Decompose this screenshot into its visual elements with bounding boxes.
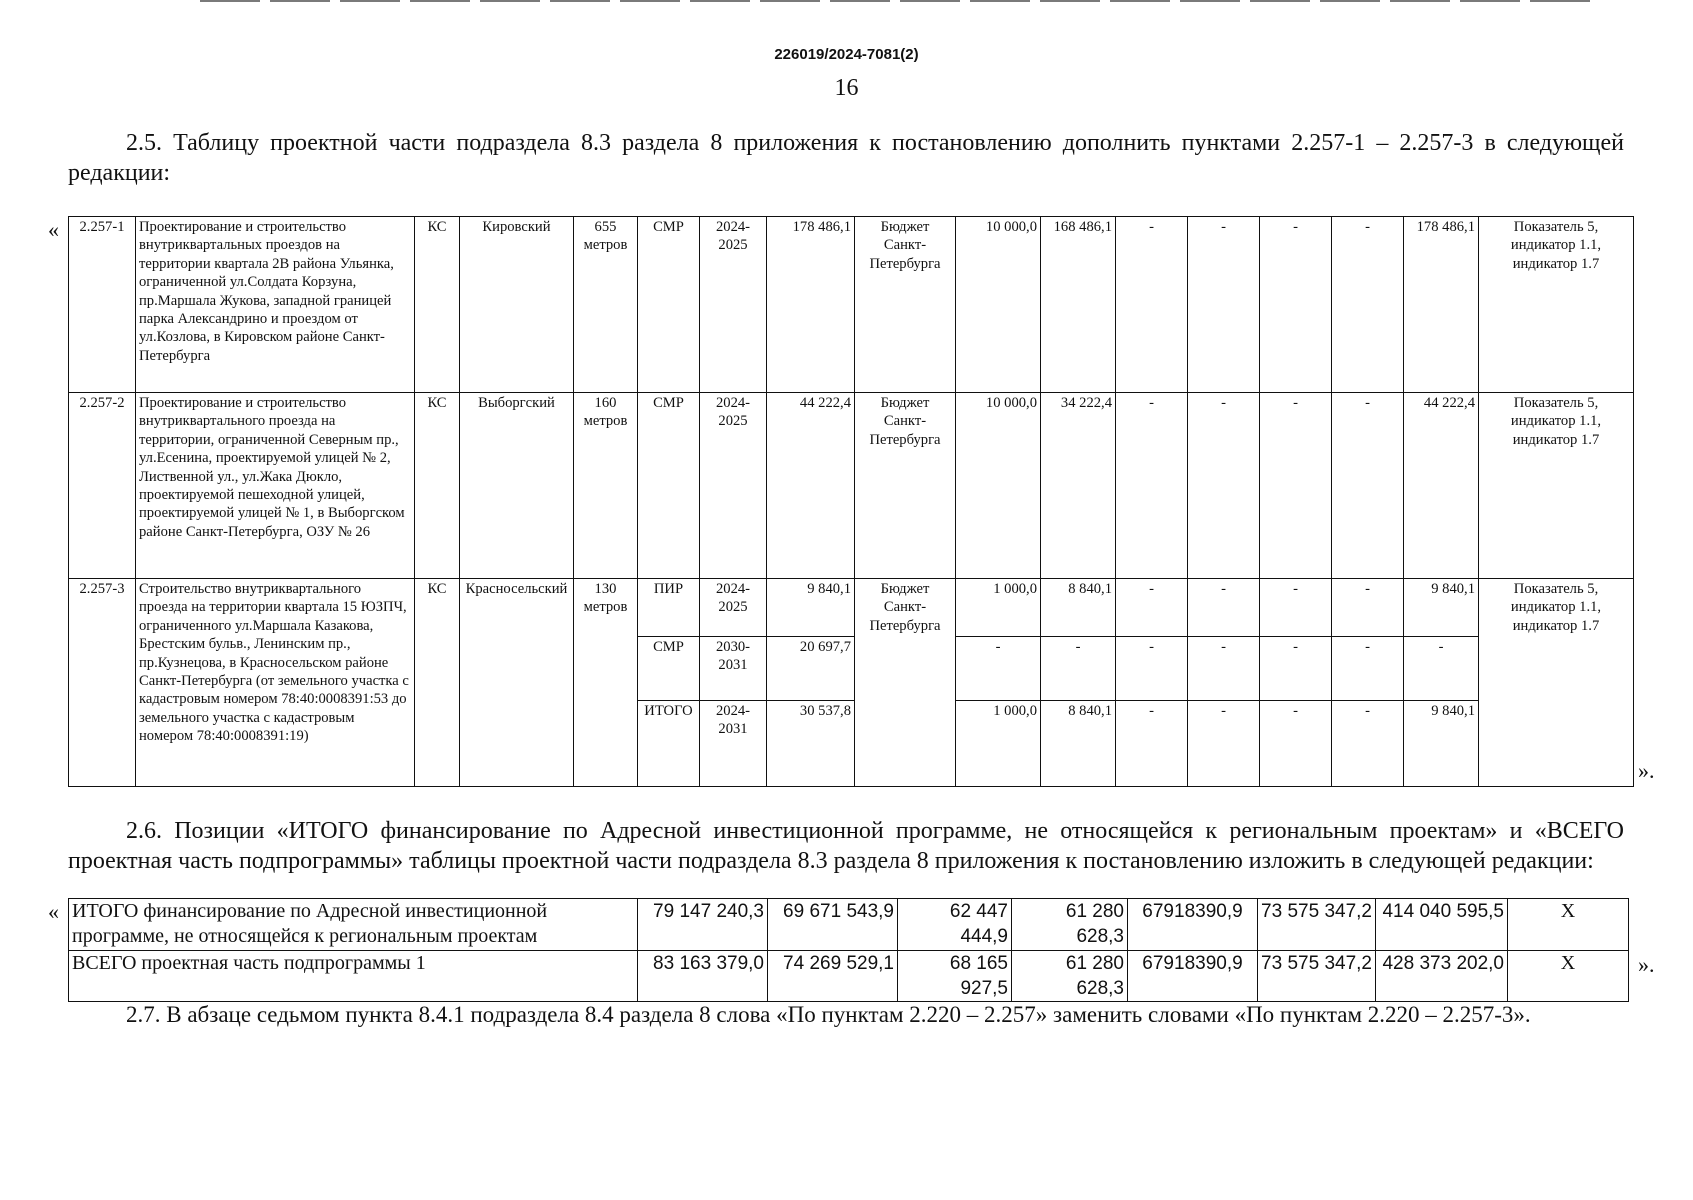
value-6: 73 575 347,2 xyxy=(1258,899,1376,951)
year-4-value: - xyxy=(1188,579,1260,637)
funding-source: Бюджет Санкт-Петербурга xyxy=(855,393,956,579)
year-4-value: - xyxy=(1188,701,1260,787)
year-3-value: - xyxy=(1116,393,1188,579)
work-type: СМР xyxy=(638,217,700,393)
totals-row-itogo xyxy=(69,899,1629,951)
totals-label: ВСЕГО проектная часть подпрограммы 1 xyxy=(69,951,638,1002)
year-5-value: - xyxy=(1260,701,1332,787)
district: Кировский xyxy=(460,217,574,393)
total-value: 178 486,1 xyxy=(1404,217,1479,393)
value-1: 79 147 240,3 xyxy=(638,899,768,951)
indicator: Показатель 5, индикатор 1.1, индикатор 1.7 xyxy=(1479,579,1634,787)
year-2-value: 168 486,1 xyxy=(1041,217,1116,393)
table-row-2-257-3 xyxy=(69,579,1634,637)
year-1-value: 1 000,0 xyxy=(956,579,1041,637)
year-1-value: 10 000,0 xyxy=(956,217,1041,393)
year-5-value: - xyxy=(1260,579,1332,637)
total-value: - xyxy=(1404,637,1479,701)
top-scan-line xyxy=(200,0,1600,2)
years: 2024-2025 xyxy=(700,579,767,637)
year-1-value: - xyxy=(956,637,1041,701)
value-3: 68 165 927,5 xyxy=(898,951,1012,1002)
year-5-value: - xyxy=(1260,217,1332,393)
year-1-value: 1 000,0 xyxy=(956,701,1041,787)
year-2-value: 8 840,1 xyxy=(1041,701,1116,787)
paragraph-2-6 xyxy=(68,816,1624,876)
capacity: 130 метров xyxy=(574,579,638,787)
year-3-value: - xyxy=(1116,217,1188,393)
close-quote-table2: ». xyxy=(1638,952,1655,977)
year-6-value: - xyxy=(1332,637,1404,701)
mark-x: Х xyxy=(1508,899,1629,951)
district: Красносельский xyxy=(460,579,574,787)
year-5-value: - xyxy=(1260,637,1332,701)
document-number: 226019/2024-7081(2) xyxy=(774,46,919,63)
year-4-value: - xyxy=(1188,217,1260,393)
capacity: 160 метров xyxy=(574,393,638,579)
year-6-value: - xyxy=(1332,579,1404,637)
year-5-value: - xyxy=(1260,393,1332,579)
row-number: 2.257-2 xyxy=(69,393,136,579)
open-quote-table1: « xyxy=(48,217,59,242)
totals-label: ИТОГО финансирование по Адресной инвестиционной программе, не относящейся к региональным проектам xyxy=(69,899,638,951)
work-type: СМР xyxy=(638,637,700,701)
year-2-value: - xyxy=(1041,637,1116,701)
funding-source: Бюджет Санкт-Петербурга xyxy=(855,217,956,393)
years: 2024-2031 xyxy=(700,701,767,787)
project-type: КС xyxy=(415,393,460,579)
year-3-value: - xyxy=(1116,637,1188,701)
page-number: 16 xyxy=(834,75,859,101)
value-5: 67918390,9 xyxy=(1128,899,1258,951)
value-7: 428 373 202,0 xyxy=(1376,951,1508,1002)
year-4-value: - xyxy=(1188,393,1260,579)
close-quote-table1: ». xyxy=(1638,758,1655,783)
total-value: 9 840,1 xyxy=(1404,579,1479,637)
paragraph-2-7-text: 2.7. В абзаце седьмом пункта 8.4.1 подраздела 8.4 раздела 8 слова «По пунктам 2.220 – 2.257» заменить словами «По пунктам 2.220 – 2.257-3». xyxy=(126,1002,1531,1027)
work-type: СМР xyxy=(638,393,700,579)
project-table xyxy=(68,216,1634,787)
value-2: 74 269 529,1 xyxy=(768,951,898,1002)
value-5: 67918390,9 xyxy=(1128,951,1258,1002)
year-6-value: - xyxy=(1332,701,1404,787)
capacity: 655 метров xyxy=(574,217,638,393)
value-6: 73 575 347,2 xyxy=(1258,951,1376,1002)
indicator: Показатель 5, индикатор 1.1, индикатор 1.7 xyxy=(1479,393,1634,579)
cost: 9 840,1 xyxy=(767,579,855,637)
years: 2030-2031 xyxy=(700,637,767,701)
value-4: 61 280 628,3 xyxy=(1012,899,1128,951)
value-1: 83 163 379,0 xyxy=(638,951,768,1002)
open-quote-table2: « xyxy=(48,899,59,924)
year-6-value: - xyxy=(1332,217,1404,393)
year-2-value: 8 840,1 xyxy=(1041,579,1116,637)
row-number: 2.257-3 xyxy=(69,579,136,787)
year-6-value: - xyxy=(1332,393,1404,579)
total-value: 44 222,4 xyxy=(1404,393,1479,579)
years: 2024-2025 xyxy=(700,217,767,393)
table-row-2-257-1 xyxy=(69,217,1634,393)
total-value: 9 840,1 xyxy=(1404,701,1479,787)
project-name: Проектирование и строительство внутриквартального проезда на территории, ограниченной Северным пр., ул.Есенина, проектируемой улицей № 2, Лиственной ул., ул.Жака Дюкло, проектируемой пешеходной улицей, проектируемой улицей № 1, в Выборгском районе Санкт-Петербурга, ОЗУ № 26 xyxy=(136,393,415,579)
project-type: КС xyxy=(415,579,460,787)
year-3-value: - xyxy=(1116,579,1188,637)
project-name: Проектирование и строительство внутриквартальных проездов на территории квартала 2В района Ульянка, ограниченной ул.Солдата Корзуна, пр.Маршала Жукова, западной границей парка Александрино и проездом от ул.Козлова, в Кировском районе Санкт-Петербурга xyxy=(136,217,415,393)
indicator: Показатель 5, индикатор 1.1, индикатор 1.7 xyxy=(1479,217,1634,393)
project-type: КС xyxy=(415,217,460,393)
project-name: Строительство внутриквартального проезда на территории квартала 15 ЮЗПЧ, ограниченного ул.Маршала Казакова, Брестским бульв., Ленинским пр., пр.Кузнецова, в Красносельском районе Санкт-Петербурга (от земельного участка с кадастровым номером 78:40:0008391:53 до земельного участка с кадастровым номером 78:40:0008391:19) xyxy=(136,579,415,787)
district: Выборгский xyxy=(460,393,574,579)
year-4-value: - xyxy=(1188,637,1260,701)
funding-source: Бюджет Санкт-Петербурга xyxy=(855,579,956,787)
value-4: 61 280 628,3 xyxy=(1012,951,1128,1002)
totals-row-vsego xyxy=(69,951,1629,1002)
years: 2024-2025 xyxy=(700,393,767,579)
table-row-2-257-2 xyxy=(69,393,1634,579)
value-3: 62 447 444,9 xyxy=(898,899,1012,951)
cost: 30 537,8 xyxy=(767,701,855,787)
mark-x: Х xyxy=(1508,951,1629,1002)
year-2-value: 34 222,4 xyxy=(1041,393,1116,579)
cost: 20 697,7 xyxy=(767,637,855,701)
row-number: 2.257-1 xyxy=(69,217,136,393)
paragraph-2-7 xyxy=(68,1000,1624,1030)
paragraph-2-5 xyxy=(68,128,1624,188)
paragraph-2-5-text: 2.5. Таблицу проектной части подраздела 8.3 раздела 8 приложения к постановлению дополнить пунктами 2.257-1 – 2.257-3 в следующей редакции: xyxy=(68,130,1624,186)
cost: 178 486,1 xyxy=(767,217,855,393)
year-1-value: 10 000,0 xyxy=(956,393,1041,579)
work-type: ИТОГО xyxy=(638,701,700,787)
totals-table xyxy=(68,898,1629,1002)
value-2: 69 671 543,9 xyxy=(768,899,898,951)
value-7: 414 040 595,5 xyxy=(1376,899,1508,951)
year-3-value: - xyxy=(1116,701,1188,787)
cost: 44 222,4 xyxy=(767,393,855,579)
paragraph-2-6-text: 2.6. Позиции «ИТОГО финансирование по Адресной инвестиционной программе, не относящейся к региональным проектам» и «ВСЕГО проектная часть подпрограммы» таблицы проектной части подраздела 8.3 раздела 8 приложения к постановлению изложить в следующей редакции: xyxy=(68,818,1624,874)
work-type: ПИР xyxy=(638,579,700,637)
